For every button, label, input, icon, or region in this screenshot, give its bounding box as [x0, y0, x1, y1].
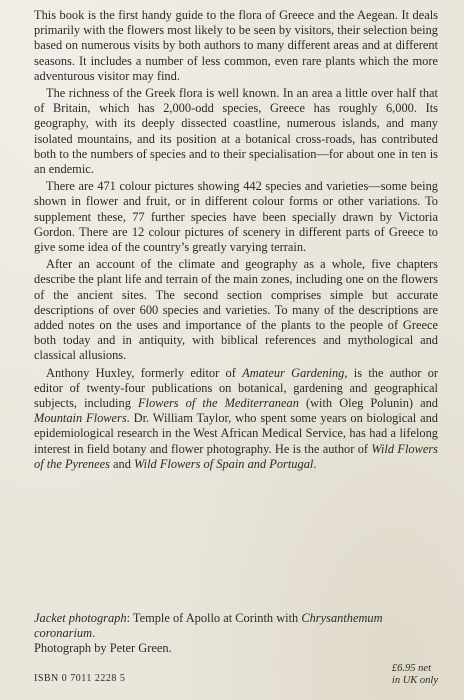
- book-title: Wild Flowers of Spain and Portugal: [134, 456, 314, 471]
- book-title: Mountain Flowers: [34, 411, 127, 426]
- flora-paragraph: The richness of the Greek flora is well known. In an area a little over half that of Britain, which has 2,000-odd species, Greece has roughly 6,000. Its geography, with its deeply dissected coastline, numerous islands, and many isolated mountains, and its position at a botanical cross-roads, has contributed both to the numbers of species and to their specialisation—for about one in ten is an endemic.: [34, 86, 438, 177]
- caption-end: .: [92, 626, 96, 641]
- caption-text: : Temple of Apollo at Corinth with: [126, 611, 302, 625]
- book-title: Flowers of the Mediterranean: [137, 396, 299, 411]
- book-title: Wild Flowers of the Pyrenees: [34, 441, 438, 471]
- caption-label: Jacket photograph: [34, 611, 127, 625]
- pictures-paragraph: There are 471 colour pictures showing 442 species and varieties—some being shown in flower and fruit, or in different colour forms or other variations. To supplement these, 77 further species have been specially drawn by Victoria Gordon. There are 12 colour pictures of scenery in different parts of Greece to give some idea of the country’s greatly varying terrain.: [34, 179, 438, 255]
- bio-text: .: [313, 456, 317, 471]
- price-region: in UK only: [391, 675, 438, 686]
- jacket-photo-caption: [34, 611, 438, 657]
- caption-species: Chrysanthemum coronarium: [34, 611, 383, 641]
- intro-paragraph: This book is the first handy guide to the flora of Greece and the Aegean. It deals primarily with the flowers most likely to be seen by visitors, their selection being based on numerous visits by both authors to many different areas and at different seasons. It includes a number of less common, even rare plants which the more adventurous visitor may find.: [34, 8, 438, 83]
- authors-bio: [34, 366, 438, 472]
- price-label: [392, 663, 438, 687]
- bio-text: Anthony Huxley, formerly editor of: [46, 365, 243, 380]
- photo-credit: Photograph by Peter Green.: [34, 641, 172, 656]
- bio-text: (with Oleg Polunin) and: [298, 396, 438, 411]
- bio-text: and: [109, 456, 135, 471]
- price-value: £6.95 net: [391, 663, 431, 674]
- magazine-title: Amateur Gardening: [242, 365, 345, 380]
- bio-text: , is the author or editor of twenty-four publications on botanical, gardening and geographical subjects, including: [34, 365, 439, 411]
- contents-paragraph: After an account of the climate and geography as a whole, five chapters describe the plant life and terrain of the main zones, including one on the flowers of the ancient sites. The second section comprises simple but accurate descriptions of over 600 species and varieties. To many of the descriptions are added notes on the uses and importance of the plants to the people of Greece both today and in antiquity, with biblical references and mythological and classical allusions.: [34, 257, 438, 363]
- bio-text: . Dr. William Taylor, who spent some years on biological and epidemiological research in the West African Medical Service, has had a lifelong interest in field botany and flower photography. He is the author of: [34, 411, 438, 456]
- isbn-number: ISBN 0 7011 2228 5: [34, 673, 126, 684]
